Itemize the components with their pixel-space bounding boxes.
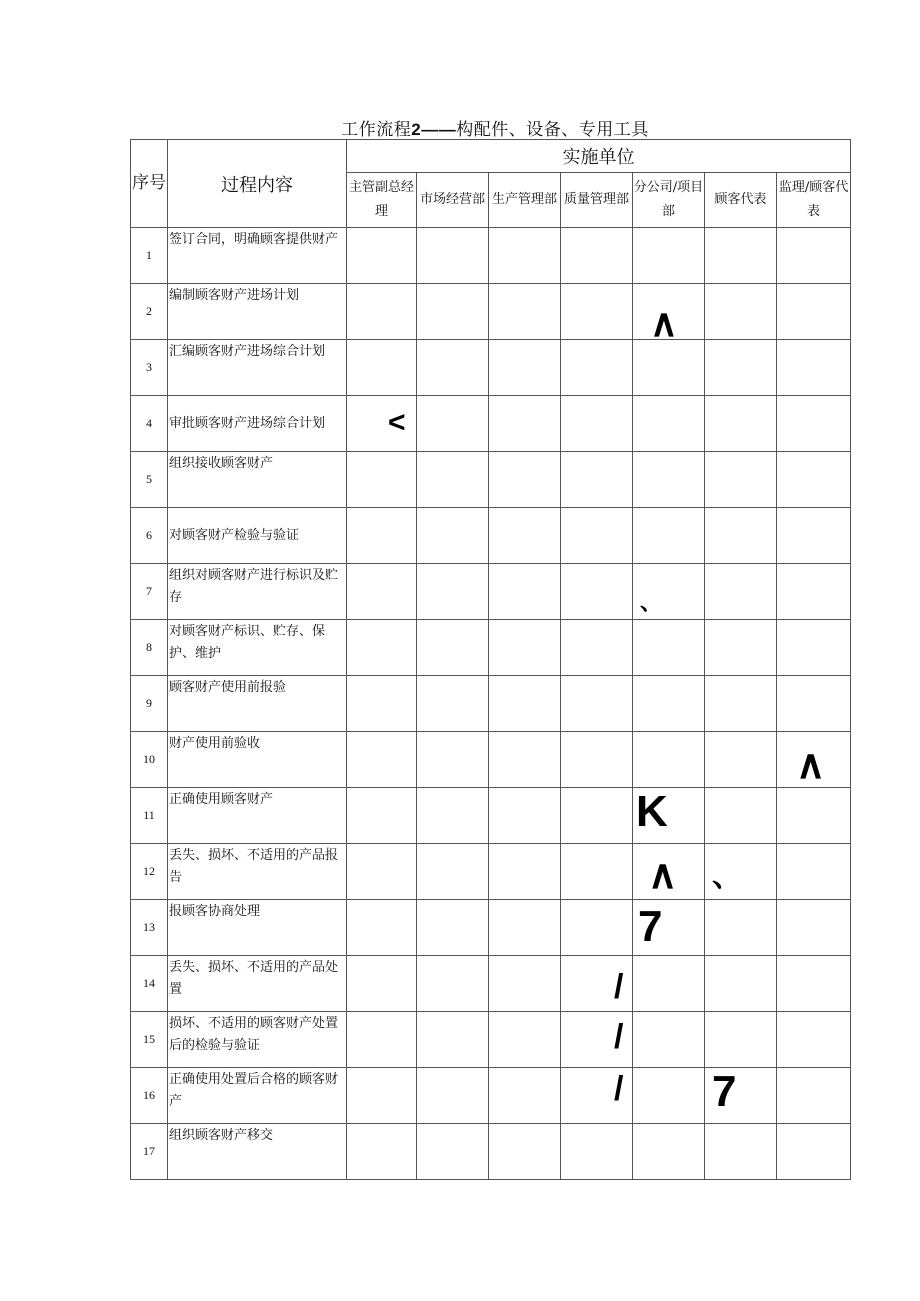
unit-cell	[633, 340, 705, 396]
unit-cell	[489, 620, 561, 676]
unit-cell	[561, 508, 633, 564]
table-row	[131, 228, 851, 284]
row-content: 编制顾客财产进场计划	[168, 284, 347, 340]
unit-cell	[561, 788, 633, 844]
unit-cell	[777, 900, 851, 956]
header-content: 过程内容	[168, 140, 347, 228]
unit-cell	[705, 1124, 777, 1180]
flow-mark: 、	[640, 590, 663, 615]
row-content: 审批顾客财产进场综合计划	[168, 396, 347, 452]
unit-cell	[633, 1012, 705, 1068]
row-content: 组织顾客财产移交	[168, 1124, 347, 1180]
unit-cell	[633, 508, 705, 564]
row-number: 13	[131, 900, 168, 956]
unit-cell	[561, 620, 633, 676]
row-number: 2	[131, 284, 168, 340]
unit-cell	[417, 452, 489, 508]
unit-cell	[347, 396, 417, 452]
unit-cell	[417, 1068, 489, 1124]
row-number: 15	[131, 1012, 168, 1068]
unit-cell	[489, 284, 561, 340]
unit-cell	[705, 396, 777, 452]
header-unit-2: 市场经营部	[417, 173, 489, 228]
unit-cell	[347, 1124, 417, 1180]
unit-cell	[347, 900, 417, 956]
unit-cell	[705, 508, 777, 564]
row-content: 对顾客财产检验与验证	[168, 508, 347, 564]
title-prefix: 工作流程	[341, 120, 412, 140]
unit-cell	[633, 620, 705, 676]
unit-cell	[489, 228, 561, 284]
table-row	[131, 1124, 851, 1180]
row-number: 3	[131, 340, 168, 396]
unit-cell	[561, 676, 633, 732]
row-number: 16	[131, 1068, 168, 1124]
unit-cell	[777, 956, 851, 1012]
unit-cell	[417, 788, 489, 844]
unit-cell	[633, 732, 705, 788]
unit-cell	[417, 340, 489, 396]
table-row	[131, 1068, 851, 1124]
unit-cell	[777, 340, 851, 396]
unit-cell	[705, 900, 777, 956]
unit-cell	[777, 228, 851, 284]
unit-cell	[489, 732, 561, 788]
page-title	[0, 115, 920, 140]
row-content: 组织接收顾客财产	[168, 452, 347, 508]
unit-cell	[347, 284, 417, 340]
unit-cell	[489, 564, 561, 620]
row-number: 12	[131, 844, 168, 900]
table-row	[131, 340, 851, 396]
unit-cell	[417, 844, 489, 900]
unit-cell	[347, 956, 417, 1012]
flow-mark: /	[614, 1018, 624, 1056]
table-row	[131, 508, 851, 564]
unit-cell	[705, 620, 777, 676]
unit-cell	[777, 508, 851, 564]
header-seq: 序号	[131, 140, 168, 228]
row-number: 4	[131, 396, 168, 452]
unit-cell	[777, 620, 851, 676]
unit-cell	[705, 284, 777, 340]
unit-cell	[777, 788, 851, 844]
row-content: 顾客财产使用前报验	[168, 676, 347, 732]
unit-cell	[347, 1068, 417, 1124]
row-number: 1	[131, 228, 168, 284]
table-row	[131, 452, 851, 508]
unit-cell	[347, 228, 417, 284]
unit-cell	[347, 508, 417, 564]
unit-cell	[705, 340, 777, 396]
row-number: 8	[131, 620, 168, 676]
unit-cell	[489, 508, 561, 564]
unit-cell	[705, 452, 777, 508]
header-unit-5: 分公司/项目部	[633, 173, 705, 228]
unit-cell	[347, 788, 417, 844]
row-content: 财产使用前验收	[168, 732, 347, 788]
unit-cell	[417, 1124, 489, 1180]
flow-mark: 、	[712, 860, 742, 893]
unit-cell	[633, 452, 705, 508]
unit-cell	[561, 1124, 633, 1180]
unit-cell	[561, 340, 633, 396]
header-unit-6: 顾客代表	[705, 173, 777, 228]
table-row	[131, 620, 851, 676]
row-number: 9	[131, 676, 168, 732]
table-body	[131, 228, 851, 1180]
unit-cell	[705, 676, 777, 732]
row-content: 丢失、损坏、不适用的产品报告	[168, 844, 347, 900]
unit-cell	[347, 452, 417, 508]
unit-cell	[347, 732, 417, 788]
row-number: 10	[131, 732, 168, 788]
table-row	[131, 396, 851, 452]
unit-cell	[561, 284, 633, 340]
flow-mark: ∧	[648, 853, 678, 897]
unit-cell	[777, 676, 851, 732]
unit-cell	[705, 1012, 777, 1068]
unit-cell	[417, 396, 489, 452]
unit-cell	[777, 452, 851, 508]
flow-mark: ∧	[650, 303, 678, 345]
unit-cell	[705, 564, 777, 620]
row-number: 6	[131, 508, 168, 564]
unit-cell	[705, 956, 777, 1012]
row-number: 14	[131, 956, 168, 1012]
unit-cell	[705, 732, 777, 788]
unit-cell	[633, 1124, 705, 1180]
unit-cell	[417, 564, 489, 620]
row-content: 汇编顾客财产进场综合计划	[168, 340, 347, 396]
header-unit-7: 监理/顾客代表	[777, 173, 851, 228]
unit-cell	[417, 284, 489, 340]
unit-cell	[417, 732, 489, 788]
unit-cell	[347, 564, 417, 620]
row-number: 5	[131, 452, 168, 508]
unit-cell	[705, 788, 777, 844]
unit-cell	[347, 676, 417, 732]
table-row	[131, 564, 851, 620]
unit-cell	[489, 340, 561, 396]
unit-cell	[489, 676, 561, 732]
table-row	[131, 284, 851, 340]
unit-cell	[561, 844, 633, 900]
unit-cell	[417, 620, 489, 676]
header-unit-1: 主管副总经理	[347, 173, 417, 228]
table-row	[131, 956, 851, 1012]
row-content: 对顾客财产标识、贮存、保护、维护	[168, 620, 347, 676]
unit-cell	[347, 1012, 417, 1068]
unit-cell	[633, 956, 705, 1012]
unit-cell	[489, 1012, 561, 1068]
unit-cell	[489, 844, 561, 900]
row-content: 报顾客协商处理	[168, 900, 347, 956]
flow-mark: /	[614, 1070, 624, 1108]
unit-cell	[777, 1012, 851, 1068]
flow-mark: 7	[712, 1067, 737, 1116]
unit-cell	[417, 1012, 489, 1068]
row-content: 正确使用顾客财产	[168, 788, 347, 844]
flow-mark: 7	[638, 902, 663, 951]
unit-cell	[777, 1124, 851, 1180]
unit-cell	[561, 396, 633, 452]
header-unit-3: 生产管理部	[489, 173, 561, 228]
unit-cell	[561, 732, 633, 788]
row-content: 签订合同，明确顾客提供财产	[168, 228, 347, 284]
row-number: 11	[131, 788, 168, 844]
header-unit-4: 质量管理部	[561, 173, 633, 228]
unit-cell	[489, 956, 561, 1012]
unit-cell	[417, 900, 489, 956]
table-row	[131, 1012, 851, 1068]
row-content: 组织对顾客财产进行标识及贮存	[168, 564, 347, 620]
unit-cell	[633, 228, 705, 284]
flow-mark: <	[388, 406, 406, 439]
unit-cell	[489, 1068, 561, 1124]
unit-cell	[417, 508, 489, 564]
unit-cell	[777, 1068, 851, 1124]
unit-cell	[347, 340, 417, 396]
unit-cell	[705, 228, 777, 284]
unit-cell	[777, 844, 851, 900]
flow-mark: /	[614, 968, 624, 1006]
unit-cell	[489, 396, 561, 452]
unit-cell	[347, 620, 417, 676]
unit-cell	[417, 956, 489, 1012]
table-row	[131, 676, 851, 732]
unit-cell	[347, 844, 417, 900]
row-content: 正确使用处置后合格的顾客财产	[168, 1068, 347, 1124]
unit-cell	[561, 900, 633, 956]
row-content: 损坏、不适用的顾客财产处置后的检验与验证	[168, 1012, 347, 1068]
row-content: 丢失、损坏、不适用的产品处置	[168, 956, 347, 1012]
table-row	[131, 788, 851, 844]
header-implementing-units: 实施单位	[347, 140, 851, 173]
unit-cell	[777, 564, 851, 620]
table-row	[131, 732, 851, 788]
row-number: 17	[131, 1124, 168, 1180]
title-bold: 2——	[411, 120, 457, 139]
unit-cell	[489, 1124, 561, 1180]
unit-cell	[417, 676, 489, 732]
unit-cell	[561, 452, 633, 508]
process-table	[130, 139, 851, 1180]
unit-cell	[561, 228, 633, 284]
unit-cell	[417, 228, 489, 284]
unit-cell	[777, 396, 851, 452]
title-suffix: 构配件、设备、专用工具	[456, 120, 649, 140]
row-number: 7	[131, 564, 168, 620]
flow-mark: ∧	[796, 743, 826, 787]
unit-cell	[777, 284, 851, 340]
unit-cell	[633, 676, 705, 732]
unit-cell	[561, 564, 633, 620]
unit-cell	[489, 788, 561, 844]
table-row	[131, 844, 851, 900]
unit-cell	[633, 396, 705, 452]
unit-cell	[489, 452, 561, 508]
unit-cell	[489, 900, 561, 956]
unit-cell	[633, 1068, 705, 1124]
flow-mark: K	[636, 787, 668, 836]
table-row	[131, 900, 851, 956]
